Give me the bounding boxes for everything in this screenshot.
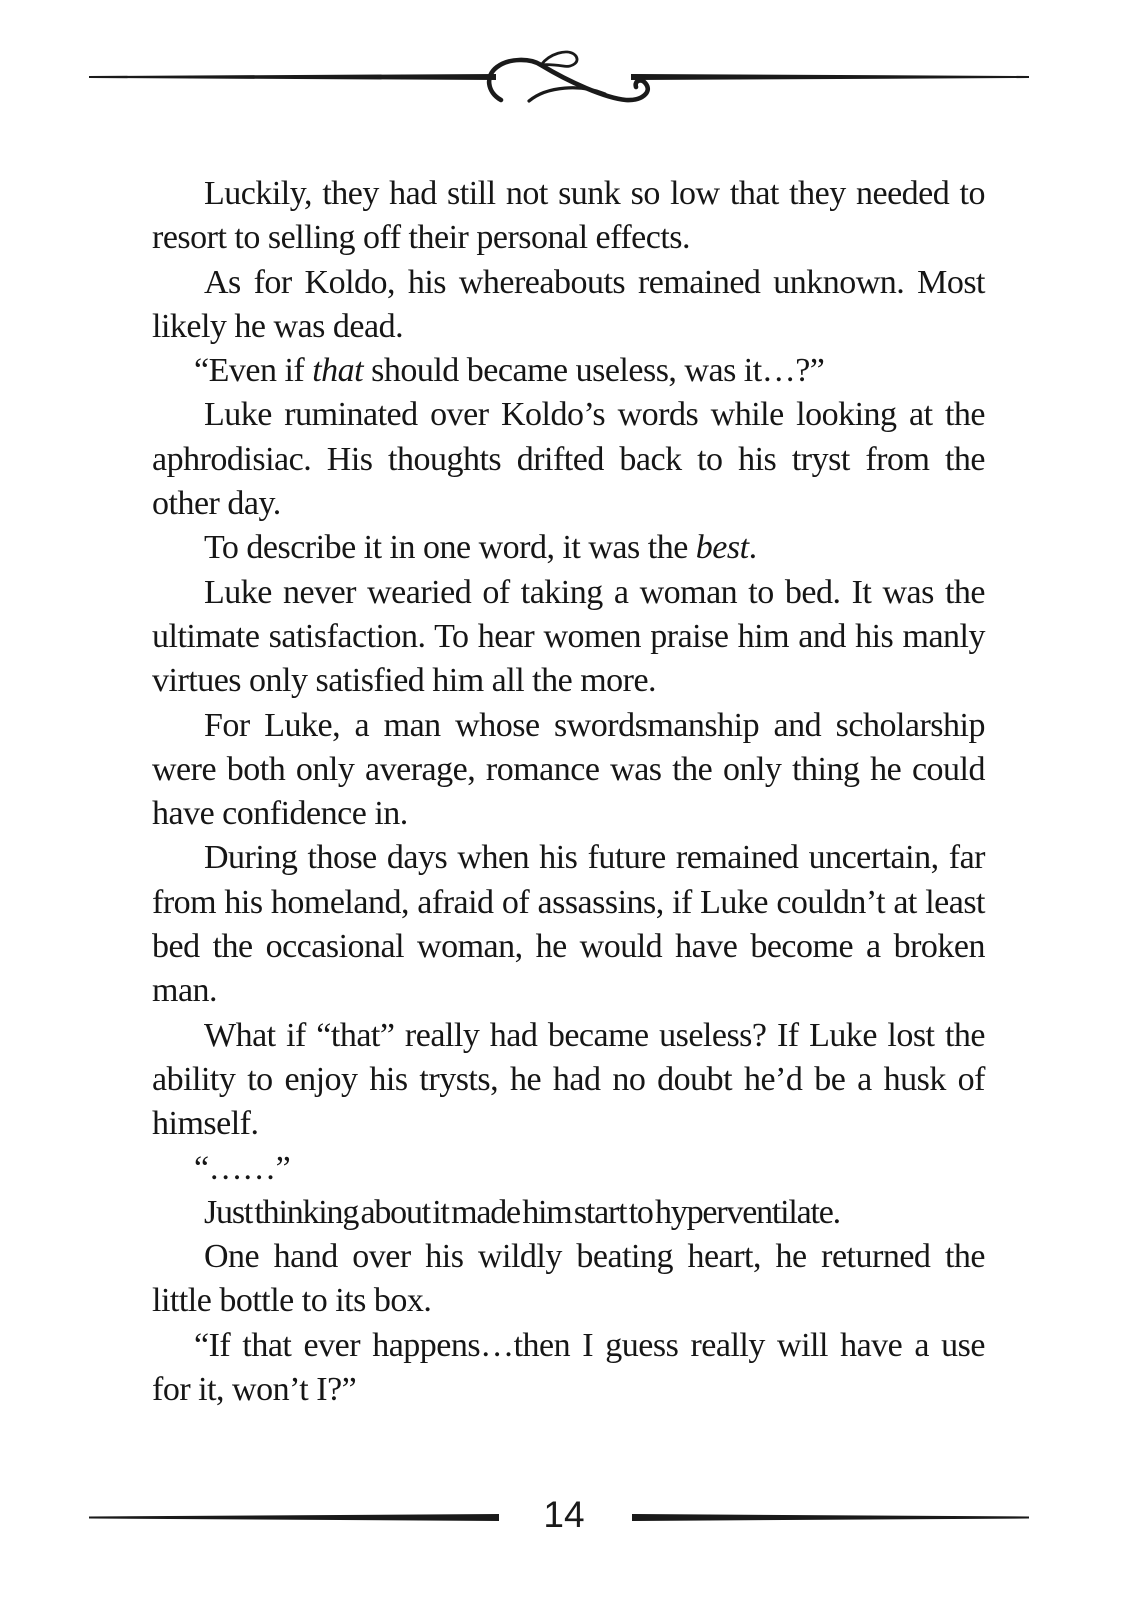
- paragraph: “Even if that should became useless, was it…?”: [194, 352, 825, 390]
- header-rule-right: [631, 74, 1029, 80]
- paragraph: What if “that” really had became useless? If Luke lost the ability to enjoy his trysts, he had no doubt he’d be a husk of himself.: [152, 1016, 985, 1143]
- paragraph: To describe it in one word, it was the best.: [204, 529, 757, 567]
- paragraph: “……”: [194, 1149, 291, 1187]
- body-text: [152, 172, 985, 1412]
- header-rule-left: [89, 74, 496, 80]
- paragraph: Luckily, they had still not sunk so low that they needed to resort to selling off their personal effects.: [152, 175, 985, 257]
- paragraph: During those days when his future remained uncertain, far from his homeland, afraid of assassins, if Luke couldn’t at least bed the occasional woman, he would have become a broken man.: [152, 839, 985, 1010]
- footer-rule-right: [632, 1514, 1029, 1521]
- paragraph: Luke never wearied of taking a woman to bed. It was the ultimate satisfaction. To hear women praise him and his manly virtues only satisfied him all the more.: [152, 573, 985, 700]
- flourish-icon: [489, 52, 648, 101]
- paragraph: As for Koldo, his whereabouts remained unknown. Most likely he was dead.: [152, 263, 985, 345]
- header-divider: [89, 45, 1034, 125]
- paragraph: Just thinking about it made him start to hyperventilate.: [204, 1193, 840, 1231]
- paragraph: “If that ever happens…then I guess really will have a use for it, won’t I?”: [152, 1326, 985, 1409]
- footer-rule-left: [89, 1514, 499, 1521]
- paragraph: Luke ruminated over Koldo’s words while looking at the aphrodisiac. His thoughts drifted back to his tryst from the other day.: [152, 396, 985, 523]
- paragraph: For Luke, a man whose swordsmanship and scholarship were both only average, romance was the only thing he could have confidence in.: [152, 706, 985, 833]
- page-number: 14: [543, 1494, 585, 1535]
- paragraph: One hand over his wildly beating heart, he returned the little bottle to its box.: [152, 1238, 985, 1320]
